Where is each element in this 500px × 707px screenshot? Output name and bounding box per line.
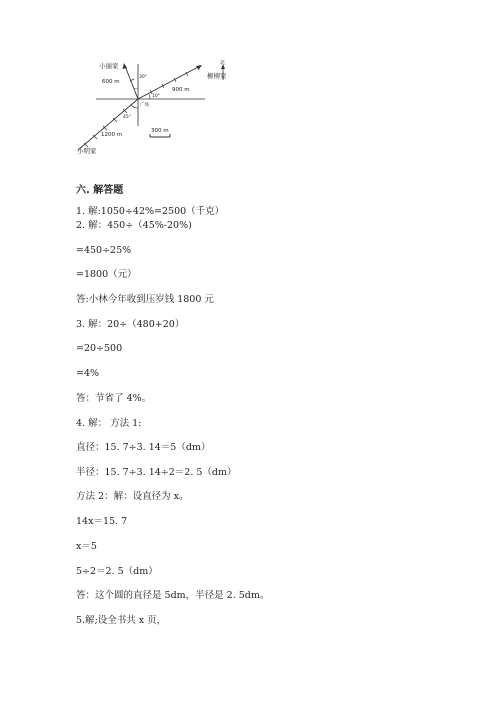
answer-line-14: 14x＝15. 7 — [76, 516, 128, 527]
answer-line-12: 半径：15. 7÷3. 14÷2＝2. 5（dm） — [76, 467, 237, 478]
answer-line-11: 直径：15. 7÷3. 14＝5（dm） — [76, 442, 211, 453]
answer-line-7: =20÷500 — [76, 343, 123, 354]
square-label: 广场 — [140, 103, 149, 108]
answer-line-2: 2. 解：450÷（45%-20%) — [76, 220, 192, 231]
xiaoming-home-label: 小明家 — [77, 147, 97, 155]
distance-900-label: 900 m — [172, 87, 190, 93]
answer-line-18: 5.解;设全书共 x 页， — [76, 615, 167, 626]
xiaoli-home-label: 小丽家 — [99, 62, 119, 70]
answer-line-16: 5÷2＝2. 5（dm） — [76, 566, 158, 577]
angle-45-label: 45° — [123, 115, 131, 120]
distance-600-label: 600 m — [102, 79, 120, 85]
distance-1200-label: 1200 m — [101, 132, 123, 138]
answer-line-1: 1. 解:1050÷42%=2500（千克） — [76, 206, 225, 217]
answer-line-15: x＝5 — [76, 541, 97, 552]
scale-label: 300 m — [151, 128, 169, 134]
angle-30-label: 30° — [139, 75, 147, 80]
north-label: 北 — [220, 60, 226, 66]
answer-line-13: 方法 2：解：设直径为 x。 — [76, 491, 189, 502]
answer-line-9: 答：节省了 4%。 — [76, 393, 152, 404]
liuliu-home-label: 柳柳家 — [207, 72, 227, 80]
answer-line-17: 答：这个圆的直径是 5dm，半径是 2. 5dm。 — [76, 590, 270, 601]
answer-line-4: =1800（元） — [76, 269, 137, 280]
xiaoli-direction-line — [125, 66, 138, 99]
answer-line-3: =450÷25% — [76, 245, 132, 256]
answer-line-10: 4. 解： 方法 1: — [76, 418, 142, 429]
answer-line-8: =4% — [76, 368, 100, 379]
answer-line-5: 答:小林今年收到压岁钱 1800 元 — [76, 294, 214, 305]
liuliu-direction-line — [138, 66, 200, 99]
angle-10-label: 10° — [152, 94, 160, 99]
answer-line-6: 3. 解：20÷（480+20） — [76, 319, 185, 330]
section-title: 六. 解答题 — [76, 185, 124, 196]
xiaoming-direction-line — [78, 99, 138, 150]
direction-diagram — [0, 0, 500, 170]
